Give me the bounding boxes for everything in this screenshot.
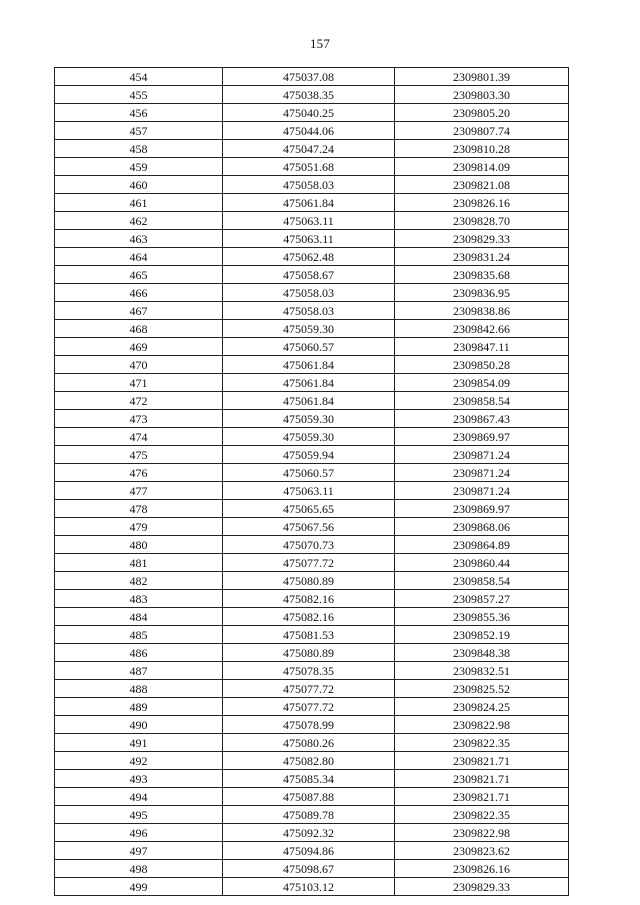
table-row bbox=[55, 860, 569, 878]
point-number-cell: 487 bbox=[55, 662, 223, 680]
y-coordinate-cell: 2309822.98 bbox=[395, 824, 569, 842]
y-coordinate-cell: 2309835.68 bbox=[395, 266, 569, 284]
point-number-cell: 494 bbox=[55, 788, 223, 806]
y-coordinate-cell: 2309860.44 bbox=[395, 554, 569, 572]
table-row bbox=[55, 464, 569, 482]
x-coordinate-cell: 475080.26 bbox=[223, 734, 395, 752]
table-row bbox=[55, 662, 569, 680]
y-coordinate-cell: 2309829.33 bbox=[395, 230, 569, 248]
table-row bbox=[55, 194, 569, 212]
table-row bbox=[55, 302, 569, 320]
point-number-cell: 474 bbox=[55, 428, 223, 446]
point-number-cell: 495 bbox=[55, 806, 223, 824]
point-number-cell: 476 bbox=[55, 464, 223, 482]
x-coordinate-cell: 475060.57 bbox=[223, 464, 395, 482]
table-row bbox=[55, 716, 569, 734]
point-number-cell: 491 bbox=[55, 734, 223, 752]
y-coordinate-cell: 2309836.95 bbox=[395, 284, 569, 302]
y-coordinate-cell: 2309858.54 bbox=[395, 392, 569, 410]
x-coordinate-cell: 475065.65 bbox=[223, 500, 395, 518]
table-row bbox=[55, 788, 569, 806]
x-coordinate-cell: 475081.53 bbox=[223, 626, 395, 644]
x-coordinate-cell: 475038.35 bbox=[223, 86, 395, 104]
table-row bbox=[55, 842, 569, 860]
point-number-cell: 485 bbox=[55, 626, 223, 644]
point-number-cell: 459 bbox=[55, 158, 223, 176]
point-number-cell: 470 bbox=[55, 356, 223, 374]
y-coordinate-cell: 2309826.16 bbox=[395, 860, 569, 878]
point-number-cell: 481 bbox=[55, 554, 223, 572]
y-coordinate-cell: 2309821.71 bbox=[395, 770, 569, 788]
point-number-cell: 497 bbox=[55, 842, 223, 860]
point-number-cell: 469 bbox=[55, 338, 223, 356]
y-coordinate-cell: 2309803.30 bbox=[395, 86, 569, 104]
table-row bbox=[55, 410, 569, 428]
y-coordinate-cell: 2309858.54 bbox=[395, 572, 569, 590]
point-number-cell: 484 bbox=[55, 608, 223, 626]
point-number-cell: 477 bbox=[55, 482, 223, 500]
y-coordinate-cell: 2309826.16 bbox=[395, 194, 569, 212]
table-row bbox=[55, 500, 569, 518]
x-coordinate-cell: 475094.86 bbox=[223, 842, 395, 860]
table-row bbox=[55, 518, 569, 536]
coordinates-table-body bbox=[55, 68, 569, 896]
x-coordinate-cell: 475077.72 bbox=[223, 680, 395, 698]
y-coordinate-cell: 2309805.20 bbox=[395, 104, 569, 122]
x-coordinate-cell: 475058.03 bbox=[223, 284, 395, 302]
x-coordinate-cell: 475087.88 bbox=[223, 788, 395, 806]
table-row bbox=[55, 770, 569, 788]
x-coordinate-cell: 475082.16 bbox=[223, 590, 395, 608]
point-number-cell: 458 bbox=[55, 140, 223, 158]
x-coordinate-cell: 475089.78 bbox=[223, 806, 395, 824]
x-coordinate-cell: 475037.08 bbox=[223, 68, 395, 86]
y-coordinate-cell: 2309871.24 bbox=[395, 446, 569, 464]
x-coordinate-cell: 475063.11 bbox=[223, 212, 395, 230]
x-coordinate-cell: 475078.35 bbox=[223, 662, 395, 680]
table-row bbox=[55, 554, 569, 572]
y-coordinate-cell: 2309838.86 bbox=[395, 302, 569, 320]
point-number-cell: 479 bbox=[55, 518, 223, 536]
y-coordinate-cell: 2309871.24 bbox=[395, 464, 569, 482]
x-coordinate-cell: 475085.34 bbox=[223, 770, 395, 788]
point-number-cell: 461 bbox=[55, 194, 223, 212]
y-coordinate-cell: 2309829.33 bbox=[395, 878, 569, 896]
point-number-cell: 475 bbox=[55, 446, 223, 464]
y-coordinate-cell: 2309821.08 bbox=[395, 176, 569, 194]
y-coordinate-cell: 2309825.52 bbox=[395, 680, 569, 698]
x-coordinate-cell: 475098.67 bbox=[223, 860, 395, 878]
x-coordinate-cell: 475058.03 bbox=[223, 302, 395, 320]
table-row bbox=[55, 626, 569, 644]
x-coordinate-cell: 475063.11 bbox=[223, 482, 395, 500]
point-number-cell: 460 bbox=[55, 176, 223, 194]
y-coordinate-cell: 2309855.36 bbox=[395, 608, 569, 626]
table-row bbox=[55, 374, 569, 392]
y-coordinate-cell: 2309871.24 bbox=[395, 482, 569, 500]
x-coordinate-cell: 475058.03 bbox=[223, 176, 395, 194]
y-coordinate-cell: 2309810.28 bbox=[395, 140, 569, 158]
x-coordinate-cell: 475070.73 bbox=[223, 536, 395, 554]
table-row bbox=[55, 320, 569, 338]
table-row bbox=[55, 176, 569, 194]
coordinates-table bbox=[54, 67, 569, 896]
point-number-cell: 486 bbox=[55, 644, 223, 662]
x-coordinate-cell: 475080.89 bbox=[223, 644, 395, 662]
table-row bbox=[55, 158, 569, 176]
x-coordinate-cell: 475060.57 bbox=[223, 338, 395, 356]
point-number-cell: 463 bbox=[55, 230, 223, 248]
table-row bbox=[55, 752, 569, 770]
y-coordinate-cell: 2309828.70 bbox=[395, 212, 569, 230]
x-coordinate-cell: 475067.56 bbox=[223, 518, 395, 536]
x-coordinate-cell: 475063.11 bbox=[223, 230, 395, 248]
x-coordinate-cell: 475078.99 bbox=[223, 716, 395, 734]
x-coordinate-cell: 475059.30 bbox=[223, 428, 395, 446]
y-coordinate-cell: 2309864.89 bbox=[395, 536, 569, 554]
table-row bbox=[55, 230, 569, 248]
table-row bbox=[55, 536, 569, 554]
y-coordinate-cell: 2309869.97 bbox=[395, 428, 569, 446]
x-coordinate-cell: 475051.68 bbox=[223, 158, 395, 176]
x-coordinate-cell: 475058.67 bbox=[223, 266, 395, 284]
point-number-cell: 492 bbox=[55, 752, 223, 770]
point-number-cell: 455 bbox=[55, 86, 223, 104]
table-row bbox=[55, 248, 569, 266]
table-row bbox=[55, 446, 569, 464]
x-coordinate-cell: 475059.94 bbox=[223, 446, 395, 464]
x-coordinate-cell: 475082.80 bbox=[223, 752, 395, 770]
y-coordinate-cell: 2309807.74 bbox=[395, 122, 569, 140]
point-number-cell: 482 bbox=[55, 572, 223, 590]
y-coordinate-cell: 2309801.39 bbox=[395, 68, 569, 86]
table-row bbox=[55, 212, 569, 230]
y-coordinate-cell: 2309848.38 bbox=[395, 644, 569, 662]
table-row bbox=[55, 806, 569, 824]
point-number-cell: 462 bbox=[55, 212, 223, 230]
x-coordinate-cell: 475077.72 bbox=[223, 554, 395, 572]
point-number-cell: 493 bbox=[55, 770, 223, 788]
table-row bbox=[55, 572, 569, 590]
table-row bbox=[55, 68, 569, 86]
point-number-cell: 488 bbox=[55, 680, 223, 698]
point-number-cell: 472 bbox=[55, 392, 223, 410]
table-row bbox=[55, 734, 569, 752]
table-row bbox=[55, 644, 569, 662]
point-number-cell: 483 bbox=[55, 590, 223, 608]
y-coordinate-cell: 2309867.43 bbox=[395, 410, 569, 428]
point-number-cell: 478 bbox=[55, 500, 223, 518]
table-row bbox=[55, 392, 569, 410]
table-row bbox=[55, 356, 569, 374]
point-number-cell: 468 bbox=[55, 320, 223, 338]
y-coordinate-cell: 2309850.28 bbox=[395, 356, 569, 374]
table-row bbox=[55, 698, 569, 716]
table-row bbox=[55, 590, 569, 608]
y-coordinate-cell: 2309822.98 bbox=[395, 716, 569, 734]
point-number-cell: 490 bbox=[55, 716, 223, 734]
page-number: 157 bbox=[309, 36, 331, 51]
point-number-cell: 480 bbox=[55, 536, 223, 554]
x-coordinate-cell: 475061.84 bbox=[223, 194, 395, 212]
point-number-cell: 454 bbox=[55, 68, 223, 86]
table-row bbox=[55, 824, 569, 842]
table-row bbox=[55, 104, 569, 122]
x-coordinate-cell: 475040.25 bbox=[223, 104, 395, 122]
point-number-cell: 489 bbox=[55, 698, 223, 716]
table-row bbox=[55, 428, 569, 446]
table-row bbox=[55, 482, 569, 500]
x-coordinate-cell: 475061.84 bbox=[223, 356, 395, 374]
x-coordinate-cell: 475062.48 bbox=[223, 248, 395, 266]
table-row bbox=[55, 608, 569, 626]
table-row bbox=[55, 140, 569, 158]
point-number-cell: 498 bbox=[55, 860, 223, 878]
y-coordinate-cell: 2309821.71 bbox=[395, 752, 569, 770]
y-coordinate-cell: 2309822.35 bbox=[395, 806, 569, 824]
table-row bbox=[55, 680, 569, 698]
y-coordinate-cell: 2309814.09 bbox=[395, 158, 569, 176]
x-coordinate-cell: 475082.16 bbox=[223, 608, 395, 626]
point-number-cell: 473 bbox=[55, 410, 223, 428]
y-coordinate-cell: 2309823.62 bbox=[395, 842, 569, 860]
table-row bbox=[55, 86, 569, 104]
point-number-cell: 456 bbox=[55, 104, 223, 122]
table-row bbox=[55, 878, 569, 896]
y-coordinate-cell: 2309831.24 bbox=[395, 248, 569, 266]
y-coordinate-cell: 2309842.66 bbox=[395, 320, 569, 338]
table-row bbox=[55, 284, 569, 302]
x-coordinate-cell: 475080.89 bbox=[223, 572, 395, 590]
x-coordinate-cell: 475059.30 bbox=[223, 410, 395, 428]
point-number-cell: 457 bbox=[55, 122, 223, 140]
point-number-cell: 496 bbox=[55, 824, 223, 842]
y-coordinate-cell: 2309847.11 bbox=[395, 338, 569, 356]
x-coordinate-cell: 475047.24 bbox=[223, 140, 395, 158]
x-coordinate-cell: 475061.84 bbox=[223, 374, 395, 392]
y-coordinate-cell: 2309869.97 bbox=[395, 500, 569, 518]
point-number-cell: 499 bbox=[55, 878, 223, 896]
table-row bbox=[55, 338, 569, 356]
table-row bbox=[55, 122, 569, 140]
y-coordinate-cell: 2309868.06 bbox=[395, 518, 569, 536]
point-number-cell: 467 bbox=[55, 302, 223, 320]
y-coordinate-cell: 2309854.09 bbox=[395, 374, 569, 392]
y-coordinate-cell: 2309822.35 bbox=[395, 734, 569, 752]
y-coordinate-cell: 2309821.71 bbox=[395, 788, 569, 806]
y-coordinate-cell: 2309824.25 bbox=[395, 698, 569, 716]
point-number-cell: 464 bbox=[55, 248, 223, 266]
y-coordinate-cell: 2309857.27 bbox=[395, 590, 569, 608]
x-coordinate-cell: 475061.84 bbox=[223, 392, 395, 410]
y-coordinate-cell: 2309852.19 bbox=[395, 626, 569, 644]
y-coordinate-cell: 2309832.51 bbox=[395, 662, 569, 680]
x-coordinate-cell: 475059.30 bbox=[223, 320, 395, 338]
point-number-cell: 471 bbox=[55, 374, 223, 392]
x-coordinate-cell: 475077.72 bbox=[223, 698, 395, 716]
point-number-cell: 465 bbox=[55, 266, 223, 284]
point-number-cell: 466 bbox=[55, 284, 223, 302]
x-coordinate-cell: 475044.06 bbox=[223, 122, 395, 140]
x-coordinate-cell: 475103.12 bbox=[223, 878, 395, 896]
table-row bbox=[55, 266, 569, 284]
x-coordinate-cell: 475092.32 bbox=[223, 824, 395, 842]
